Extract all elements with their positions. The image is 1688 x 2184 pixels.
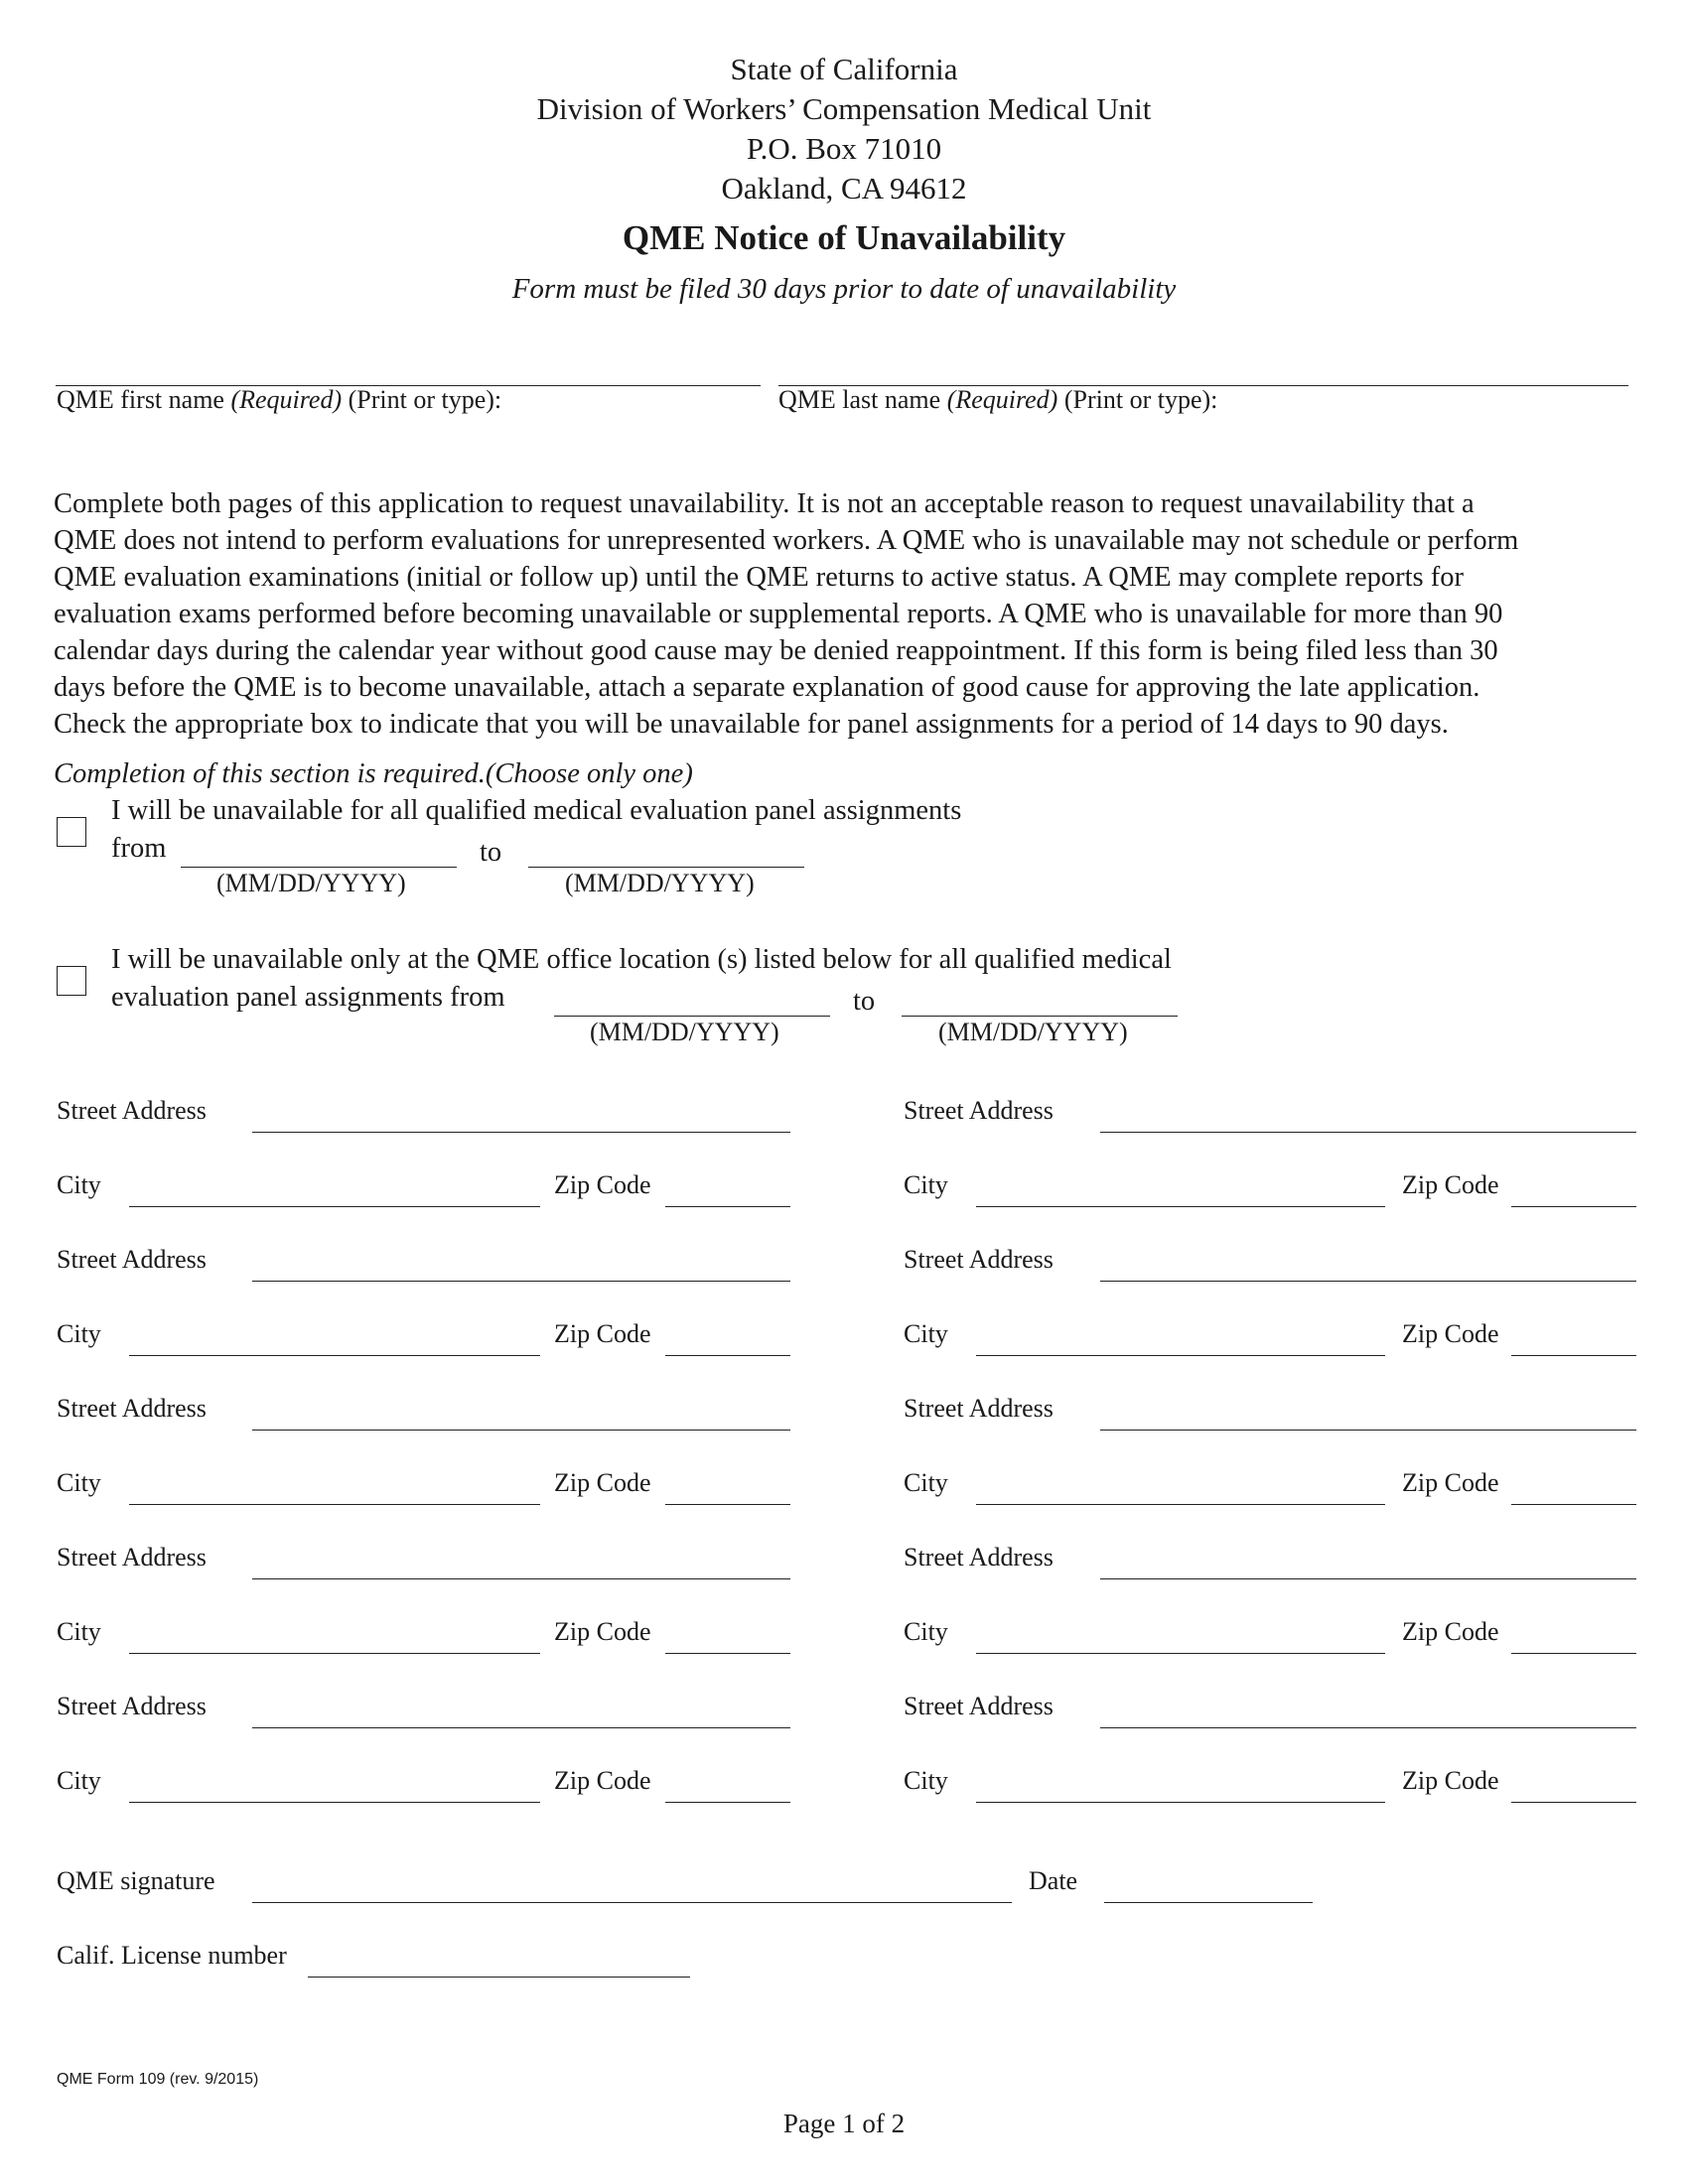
street-address-label: Street Address (904, 1096, 1054, 1125)
city-input-left-3[interactable] (129, 1474, 540, 1505)
header-state: State of California (730, 52, 958, 86)
city-input-right-2[interactable] (976, 1325, 1385, 1356)
zip-code-label: Zip Code (1402, 1766, 1499, 1795)
street-address-label: Street Address (904, 1394, 1054, 1423)
street-address-label: Street Address (904, 1245, 1054, 1274)
specific-locations-checkbox[interactable] (57, 966, 86, 996)
header-po-box: P.O. Box 71010 (746, 131, 942, 166)
page-number: Page 1 of 2 (782, 2109, 906, 2138)
page-subtitle: Form must be filed 30 days prior to date of unavailability (511, 273, 1177, 305)
street-address-input-left-3[interactable] (252, 1400, 790, 1431)
city-input-left-5[interactable] (129, 1772, 540, 1803)
zip-code-input-left-2[interactable] (665, 1325, 790, 1356)
zip-code-label: Zip Code (554, 1468, 651, 1497)
street-address-label: Street Address (904, 1692, 1054, 1720)
qme-signature-input[interactable] (252, 1872, 1012, 1903)
street-address-input-left-4[interactable] (252, 1549, 790, 1579)
city-input-right-5[interactable] (976, 1772, 1385, 1803)
zip-code-label: Zip Code (554, 1766, 651, 1795)
zip-code-input-right-2[interactable] (1511, 1325, 1636, 1356)
city-label: City (57, 1319, 101, 1348)
option2-to-label: to (853, 986, 876, 1017)
option1-to-date-input[interactable] (528, 837, 804, 868)
street-address-label: Street Address (57, 1096, 207, 1125)
zip-code-input-right-4[interactable] (1511, 1623, 1636, 1654)
all-locations-checkbox[interactable] (57, 817, 86, 847)
qme-first-name-input[interactable] (56, 355, 761, 386)
option2-text: I will be unavailable only at the QME office location (s) listed below for all qualified medical (111, 944, 1172, 975)
street-address-input-right-5[interactable] (1100, 1698, 1636, 1728)
zip-code-input-right-1[interactable] (1511, 1176, 1636, 1207)
street-address-input-right-2[interactable] (1100, 1251, 1636, 1282)
option2-from-date-input[interactable] (554, 986, 830, 1017)
street-address-input-left-5[interactable] (252, 1698, 790, 1728)
city-label: City (57, 1170, 101, 1199)
zip-code-input-left-1[interactable] (665, 1176, 790, 1207)
city-label: City (904, 1617, 948, 1646)
license-number-input[interactable] (308, 1947, 690, 1978)
license-label: Calif. License number (57, 1941, 287, 1970)
street-address-input-right-3[interactable] (1100, 1400, 1636, 1431)
street-address-label: Street Address (57, 1692, 207, 1720)
street-address-label: Street Address (57, 1394, 207, 1423)
city-label: City (904, 1766, 948, 1795)
option2-from-label: evaluation panel assignments from (111, 982, 505, 1013)
zip-code-input-right-3[interactable] (1511, 1474, 1636, 1505)
zip-code-label: Zip Code (554, 1319, 651, 1348)
option1-from-date-input[interactable] (181, 837, 457, 868)
form-id: QME Form 109 (rev. 9/2015) (57, 2071, 259, 2088)
city-label: City (57, 1468, 101, 1497)
instructions-paragraph: Complete both pages of this application to request unavailability. It is not an acceptable reason to request unavailability that a QME does not intend to perform evaluations for unrepresented workers. A QME who is unavailable may not schedule or perform QME evaluation examinations (initial or follow up) until the QME returns to active status. A QME may complete reports for evaluation exams performed before becoming unavailable or supplemental reports. A QME who is unavailable for more than 90 calendar days during the calendar year without good cause may be denied reappointment. If this form is being filed less than 30 days before the QME is to become unavailable, attach a separate explanation of good cause for approving the late application. Check the appropriate box to indicate that you will be unavailable for panel assignments for a period of 14 days to 90 days. (54, 488, 1519, 740)
city-input-left-4[interactable] (129, 1623, 540, 1654)
city-input-left-2[interactable] (129, 1325, 540, 1356)
option2-from-date-hint: (MM/DD/YYYY) (590, 1018, 779, 1046)
zip-code-label: Zip Code (1402, 1319, 1499, 1348)
street-address-input-left-1[interactable] (252, 1102, 790, 1133)
last-name-label: QME last name (Required) (Print or type): (778, 385, 1218, 414)
city-label: City (904, 1170, 948, 1199)
street-address-input-left-2[interactable] (252, 1251, 790, 1282)
zip-code-input-left-3[interactable] (665, 1474, 790, 1505)
city-input-right-1[interactable] (976, 1176, 1385, 1207)
option1-from-date-hint: (MM/DD/YYYY) (216, 869, 406, 897)
zip-code-input-left-5[interactable] (665, 1772, 790, 1803)
section-required-note: Completion of this section is required.(Choose only one) (54, 758, 693, 789)
header-division: Division of Workers’ Compensation Medical Unit (536, 91, 1152, 126)
city-label: City (904, 1468, 948, 1497)
option2-to-date-hint: (MM/DD/YYYY) (938, 1018, 1128, 1046)
header-city: Oakland, CA 94612 (721, 171, 967, 205)
street-address-label: Street Address (904, 1543, 1054, 1571)
option1-to-date-hint: (MM/DD/YYYY) (565, 869, 755, 897)
city-input-right-3[interactable] (976, 1474, 1385, 1505)
city-input-right-4[interactable] (976, 1623, 1385, 1654)
zip-code-label: Zip Code (554, 1170, 651, 1199)
page-title: QME Notice of Unavailability (622, 218, 1066, 257)
zip-code-input-left-4[interactable] (665, 1623, 790, 1654)
zip-code-label: Zip Code (1402, 1617, 1499, 1646)
zip-code-label: Zip Code (1402, 1468, 1499, 1497)
city-label: City (904, 1319, 948, 1348)
option1-text: I will be unavailable for all qualified medical evaluation panel assignments (111, 795, 962, 826)
city-input-left-1[interactable] (129, 1176, 540, 1207)
street-address-label: Street Address (57, 1245, 207, 1274)
date-label: Date (1029, 1866, 1078, 1895)
zip-code-label: Zip Code (1402, 1170, 1499, 1199)
option1-to-label: to (480, 837, 502, 868)
signature-date-input[interactable] (1104, 1872, 1313, 1903)
street-address-input-right-1[interactable] (1100, 1102, 1636, 1133)
signature-label: QME signature (57, 1866, 215, 1895)
option2-to-date-input[interactable] (902, 986, 1178, 1017)
city-label: City (57, 1617, 101, 1646)
city-label: City (57, 1766, 101, 1795)
zip-code-label: Zip Code (554, 1617, 651, 1646)
street-address-label: Street Address (57, 1543, 207, 1571)
zip-code-input-right-5[interactable] (1511, 1772, 1636, 1803)
first-name-label: QME first name (Required) (Print or type): (57, 385, 502, 414)
qme-last-name-input[interactable] (778, 355, 1628, 386)
option1-from-label: from (111, 833, 167, 864)
street-address-input-right-4[interactable] (1100, 1549, 1636, 1579)
